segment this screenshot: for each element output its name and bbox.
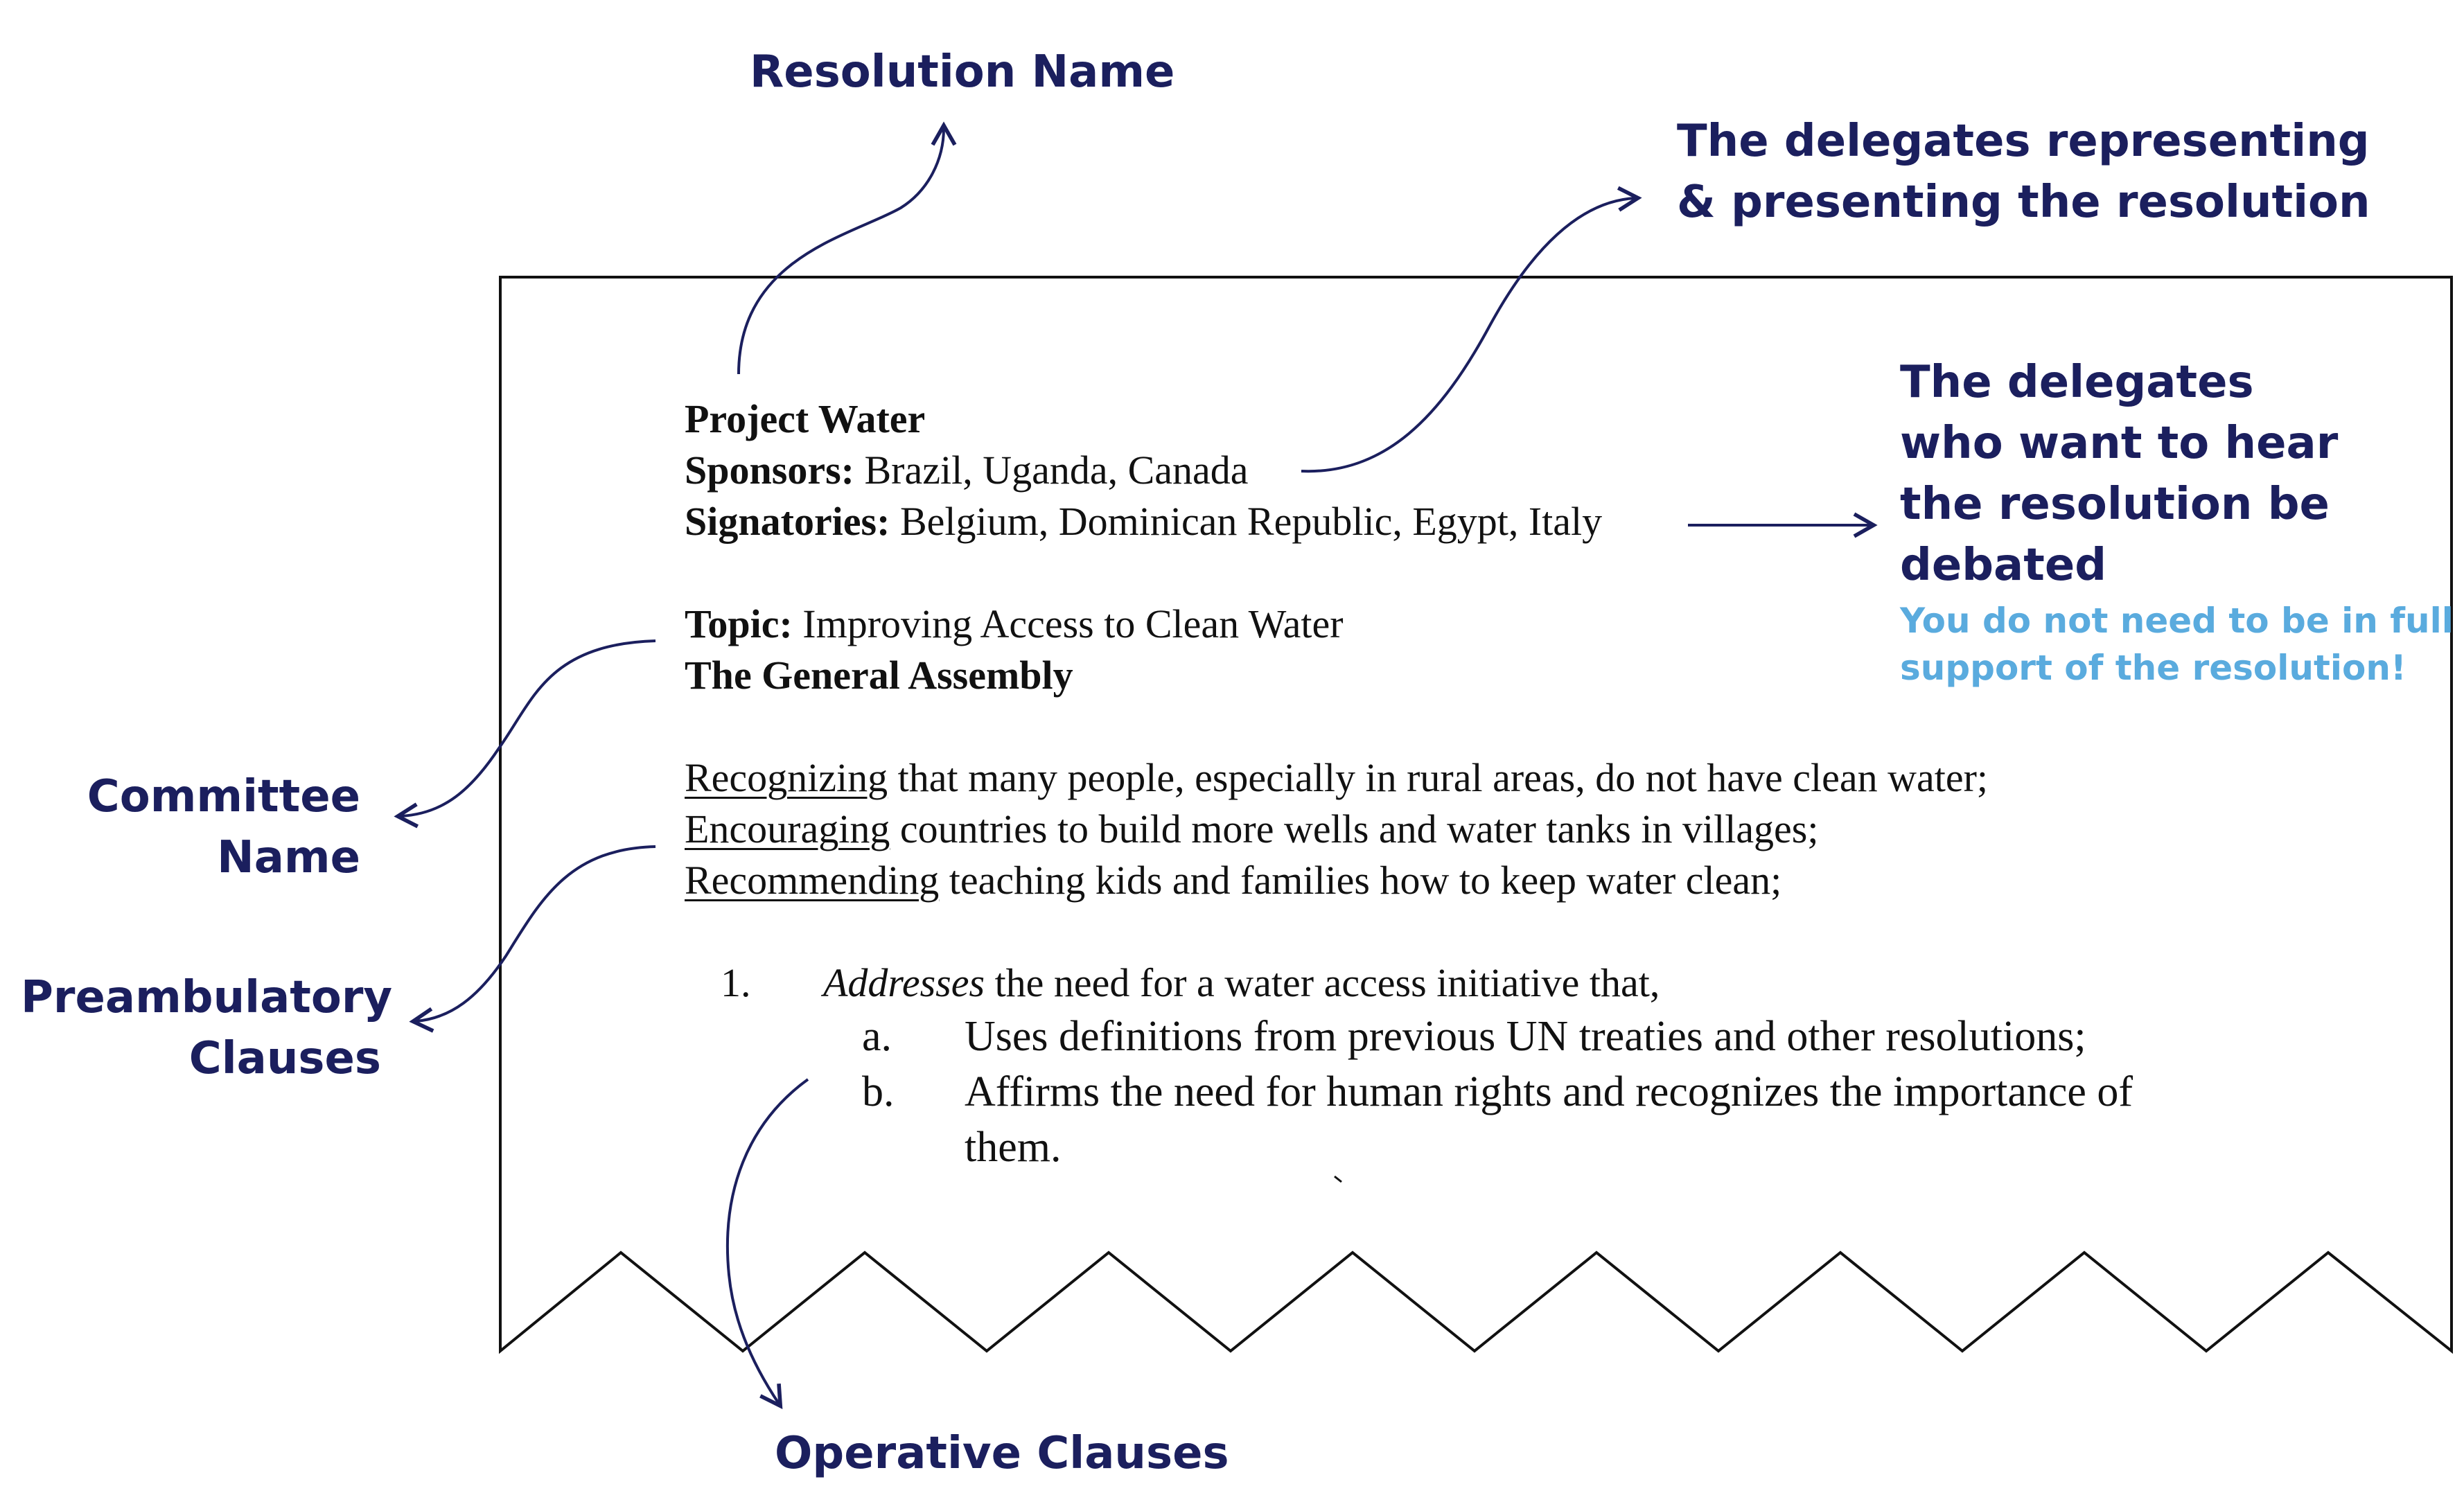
operative-text: the need for a water access initiative that, bbox=[985, 960, 1660, 1005]
label-delegates-hear bbox=[1900, 352, 2338, 596]
label-operative-clauses-text: Operative Clauses bbox=[775, 1428, 1229, 1479]
sub-item-text: Affirms the need for human rights and recognizes the importance of bbox=[965, 1068, 2133, 1115]
resolution-topic-block bbox=[685, 599, 1344, 701]
clause-verb: Recommending bbox=[685, 858, 940, 903]
clause-text: countries to build more wells and water tanks in villages; bbox=[890, 806, 1819, 851]
signatories-value: Belgium, Dominican Republic, Egypt, Italy bbox=[899, 499, 1603, 544]
sub-item-letter-b bbox=[862, 1064, 895, 1120]
label-operative-clauses bbox=[775, 1423, 1229, 1484]
support-note-line-2: support of the resolution! bbox=[1900, 648, 2406, 688]
sub-item-a bbox=[965, 1009, 2086, 1064]
label-delegates-presenting-line-2: & presenting the resolution bbox=[1677, 177, 2370, 228]
clause-text: teaching kids and families how to keep water clean; bbox=[939, 858, 1782, 903]
support-note-line-1: You do not need to be in full bbox=[1900, 601, 2454, 641]
clause-verb: Recognizing bbox=[685, 755, 888, 800]
sponsors-line bbox=[685, 445, 1602, 496]
label-delegates-presenting bbox=[1677, 111, 2370, 233]
sub-item-text: Uses definitions from previous UN treaties and other resolutions; bbox=[965, 1013, 2086, 1060]
label-delegates-hear-line-3: the resolution be bbox=[1900, 479, 2330, 530]
label-preambulatory-line-1: Preambulatory bbox=[21, 972, 393, 1023]
resolution-title: Project Water bbox=[685, 396, 926, 441]
sub-item-b bbox=[965, 1064, 2133, 1175]
clause-text: that many people, especially in rural areas, do not have clean water; bbox=[888, 755, 1989, 800]
support-note bbox=[1900, 597, 2454, 691]
label-committee-name bbox=[83, 766, 360, 888]
label-resolution-name bbox=[750, 42, 1174, 103]
sub-item-letter: a. bbox=[862, 1013, 892, 1060]
committee-name: The General Assembly bbox=[685, 653, 1073, 698]
preambulatory-clause bbox=[685, 804, 1988, 855]
preambulatory-clause bbox=[685, 855, 1988, 906]
label-preambulatory-clauses bbox=[21, 967, 393, 1089]
label-delegates-hear-line-2: who want to hear bbox=[1900, 418, 2339, 469]
preambulatory-clauses bbox=[685, 752, 1988, 906]
preambulatory-clause bbox=[685, 752, 1988, 804]
label-delegates-presenting-line-1: The delegates representing bbox=[1677, 116, 2370, 167]
label-preambulatory-line-2: Clauses bbox=[188, 1033, 381, 1084]
sponsors-label: Sponsors: bbox=[685, 448, 854, 493]
clause-verb: Encouraging bbox=[685, 806, 890, 851]
signatories-line bbox=[685, 496, 1602, 547]
operative-clause bbox=[823, 957, 1660, 1009]
sponsors-value: Brazil, Uganda, Canada bbox=[864, 448, 1249, 493]
operative-number: 1. bbox=[721, 960, 751, 1005]
label-committee-name-line-1: Committee bbox=[87, 771, 360, 822]
topic-label: Topic: bbox=[685, 601, 793, 646]
label-delegates-hear-line-1: The delegates bbox=[1900, 357, 2254, 408]
sub-item-letter-a bbox=[862, 1009, 892, 1064]
label-resolution-name-text: Resolution Name bbox=[750, 46, 1175, 98]
operative-clause-number bbox=[721, 957, 751, 1009]
sub-item-continuation: them. bbox=[965, 1124, 1062, 1171]
resolution-header bbox=[685, 394, 1602, 547]
signatories-label: Signatories: bbox=[685, 499, 890, 544]
operative-verb: Addresses bbox=[823, 960, 985, 1005]
topic-value: Improving Access to Clean Water bbox=[802, 601, 1344, 646]
topic-line bbox=[685, 599, 1344, 650]
label-delegates-hear-line-4: debated bbox=[1900, 540, 2107, 591]
label-committee-name-line-2: Name bbox=[217, 832, 360, 883]
sub-item-letter: b. bbox=[862, 1068, 895, 1115]
